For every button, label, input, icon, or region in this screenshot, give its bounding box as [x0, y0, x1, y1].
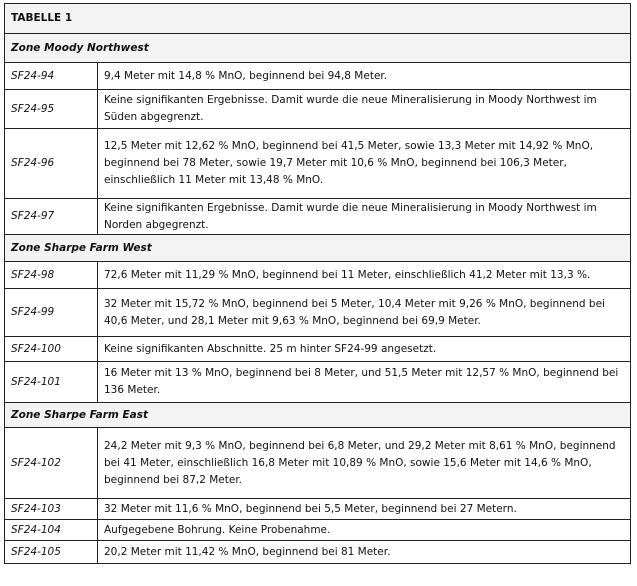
- drillhole-id: SF24-105: [5, 541, 98, 564]
- table-row: [5, 289, 631, 337]
- table-row: [5, 129, 631, 199]
- table-row: [5, 541, 631, 564]
- result-text: 20,2 Meter mit 11,42 % MnO, beginnend bei 81 Meter.: [98, 541, 631, 564]
- drillhole-id: SF24-95: [5, 90, 98, 129]
- result-text: Keine signifikanten Ergebnisse. Damit wurde die neue Mineralisierung in Moody Northwest im Süden abgegrenzt.: [98, 90, 631, 129]
- drillhole-id: SF24-102: [5, 428, 98, 499]
- results-table: [4, 3, 631, 564]
- drillhole-id: SF24-96: [5, 129, 98, 199]
- table-row: [5, 362, 631, 403]
- result-text: 12,5 Meter mit 12,62 % MnO, beginnend bei 41,5 Meter, sowie 13,3 Meter mit 14,92 % MnO, beginnend bei 78 Meter, sowie 19,7 Meter mit 10,6 % MnO, beginnend bei 106,3 Meter, einschließlich 11 Meter mit 13,48 % MnO.: [98, 129, 631, 199]
- zone-name: Zone Sharpe Farm East: [5, 403, 631, 428]
- drillhole-id: SF24-100: [5, 337, 98, 362]
- result-text: 32 Meter mit 15,72 % MnO, beginnend bei 5 Meter, 10,4 Meter mit 9,26 % MnO, beginnend bei 40,6 Meter, und 28,1 Meter mit 9,63 % MnO, beginnend bei 69,9 Meter.: [98, 289, 631, 337]
- drillhole-id: SF24-94: [5, 63, 98, 90]
- table-row: [5, 262, 631, 289]
- table-row: [5, 337, 631, 362]
- drillhole-id: SF24-101: [5, 362, 98, 403]
- result-text: Keine signifikanten Ergebnisse. Damit wurde die neue Mineralisierung in Moody Northwest im Norden abgegrenzt.: [98, 199, 631, 235]
- table-row: [5, 520, 631, 541]
- zone-header-row: [5, 403, 631, 428]
- table-row: [5, 499, 631, 520]
- drillhole-id: SF24-104: [5, 520, 98, 541]
- result-text: 72,6 Meter mit 11,29 % MnO, beginnend bei 11 Meter, einschließlich 41,2 Meter mit 13,3 %.: [98, 262, 631, 289]
- result-text: Keine signifikanten Abschnitte. 25 m hinter SF24-99 angesetzt.: [98, 337, 631, 362]
- drillhole-id: SF24-99: [5, 289, 98, 337]
- result-text: 9,4 Meter mit 14,8 % MnO, beginnend bei 94,8 Meter.: [98, 63, 631, 90]
- drillhole-id: SF24-98: [5, 262, 98, 289]
- result-text: 24,2 Meter mit 9,3 % MnO, beginnend bei 6,8 Meter, und 29,2 Meter mit 8,61 % MnO, beginnend bei 41 Meter, einschließlich 16,8 Meter mit 10,89 % MnO, sowie 15,6 Meter mit 14,6 % MnO, beginnend bei 87,2 Meter.: [98, 428, 631, 499]
- table-row: [5, 63, 631, 90]
- result-text: 16 Meter mit 13 % MnO, beginnend bei 8 Meter, und 51,5 Meter mit 12,57 % MnO, beginnend bei 136 Meter.: [98, 362, 631, 403]
- result-text: 32 Meter mit 11,6 % MnO, beginnend bei 5,5 Meter, beginnend bei 27 Metern.: [98, 499, 631, 520]
- result-text: Aufgegebene Bohrung. Keine Probenahme.: [98, 520, 631, 541]
- table-row: [5, 199, 631, 235]
- zone-name: Zone Moody Northwest: [5, 34, 631, 63]
- zone-header-row: [5, 235, 631, 262]
- table-title-row: [5, 4, 631, 34]
- table-row: [5, 90, 631, 129]
- table-title: TABELLE 1: [5, 4, 631, 34]
- zone-header-row: [5, 34, 631, 63]
- table-row: [5, 428, 631, 499]
- drillhole-id: SF24-97: [5, 199, 98, 235]
- zone-name: Zone Sharpe Farm West: [5, 235, 631, 262]
- drillhole-id: SF24-103: [5, 499, 98, 520]
